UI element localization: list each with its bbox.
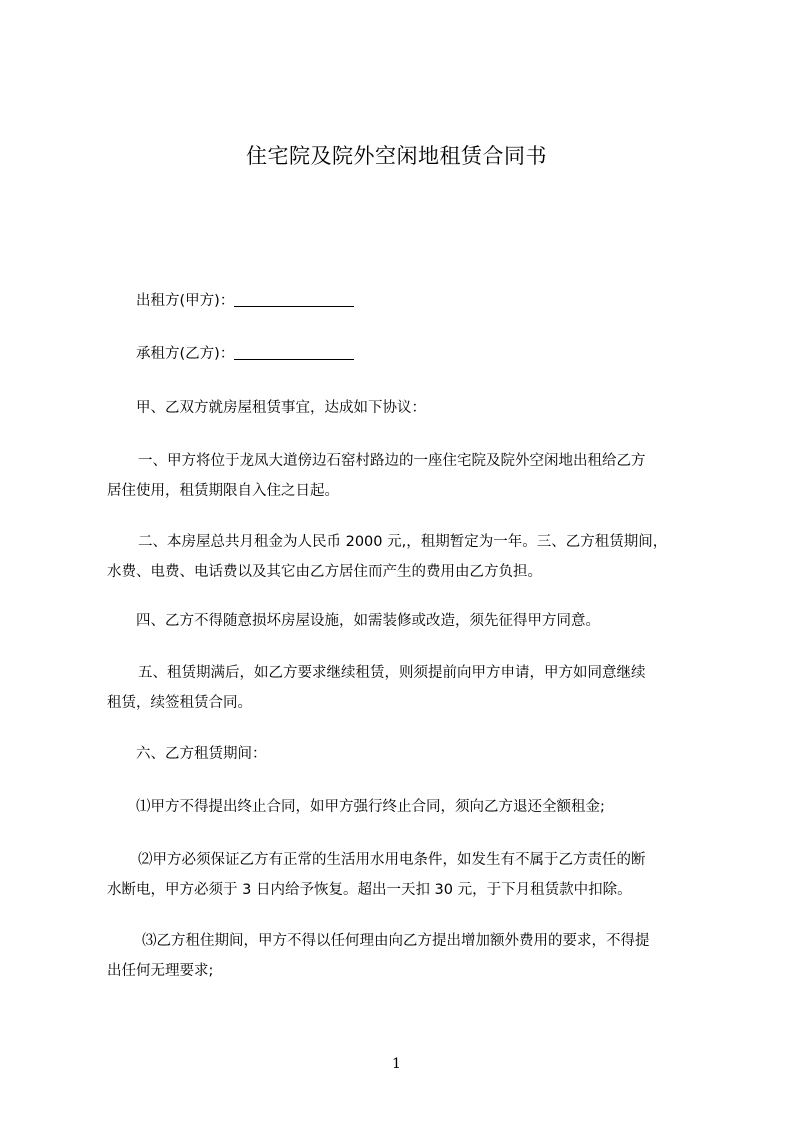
lessor-blank	[234, 292, 354, 307]
clause-5-line-2: 租赁，续签租赁合同。	[107, 695, 252, 711]
clause-1-line-2: 居住使用，租赁期限自入住之日起。	[107, 483, 339, 499]
clause-2-line-2: 水费、电费、电话费以及其它由乙方居住而产生的费用由乙方负担。	[107, 564, 542, 580]
item-2-line-1: ⑵甲方必须保证乙方有正常的生活用水用电条件，如发生有不属于乙方责任的断	[138, 852, 646, 868]
item-3-line-1: ⑶乙方租住期间，甲方不得以任何理由向乙方提出增加额外费用的要求，不得提	[142, 933, 650, 949]
clause-5-line-1: 五、租赁期满后，如乙方要求继续租赁，则须提前向甲方申请，甲方如同意继续	[138, 665, 646, 681]
clause-6-heading-text: 六、乙方租赁期间：	[136, 746, 267, 762]
item-2-line-2: 水断电，甲方必须于 3 日内给予恢复。超出一天扣 30 元，于下月租赁款中扣除。	[107, 882, 632, 898]
lessee-line	[107, 339, 707, 369]
item-1-text: ⑴甲方不得提出终止合同，如甲方强行终止合同，须向乙方退还全额租金;	[136, 799, 605, 815]
clause-2-line-1: 二、本房屋总共月租金为人民币 2000 元,，租期暂定为一年。三、乙方租赁期间，	[138, 534, 668, 550]
clause-1-line-1: 一、甲方将位于龙凤大道傍边石窑村路边的一座住宅院及院外空闲地出租给乙方	[138, 453, 646, 469]
lessee-blank	[234, 345, 354, 360]
clause-2	[107, 527, 707, 587]
lessee-label: 承租方(乙方)：	[136, 346, 235, 362]
intro-text: 甲、乙双方就房屋租赁事宜，达成如下协议：	[136, 400, 426, 416]
clause-1	[107, 446, 707, 506]
clause-6-item-3	[107, 926, 707, 986]
intro-paragraph	[107, 393, 707, 423]
clause-4-text: 四、乙方不得随意损坏房屋设施，如需装修或改造，须先征得甲方同意。	[136, 613, 600, 629]
document-title: 住宅院及院外空闲地租赁合同书	[246, 144, 547, 168]
clause-6-heading	[107, 739, 707, 769]
lessor-line	[107, 286, 707, 316]
clause-5	[107, 658, 707, 718]
item-3-line-2: 出任何无理要求;	[107, 963, 214, 979]
page-number: 1	[392, 1056, 401, 1072]
clause-6-item-1	[107, 792, 707, 822]
clause-4	[107, 606, 707, 636]
clause-6-item-2	[107, 845, 707, 905]
lessor-label: 出租方(甲方)：	[136, 293, 235, 309]
